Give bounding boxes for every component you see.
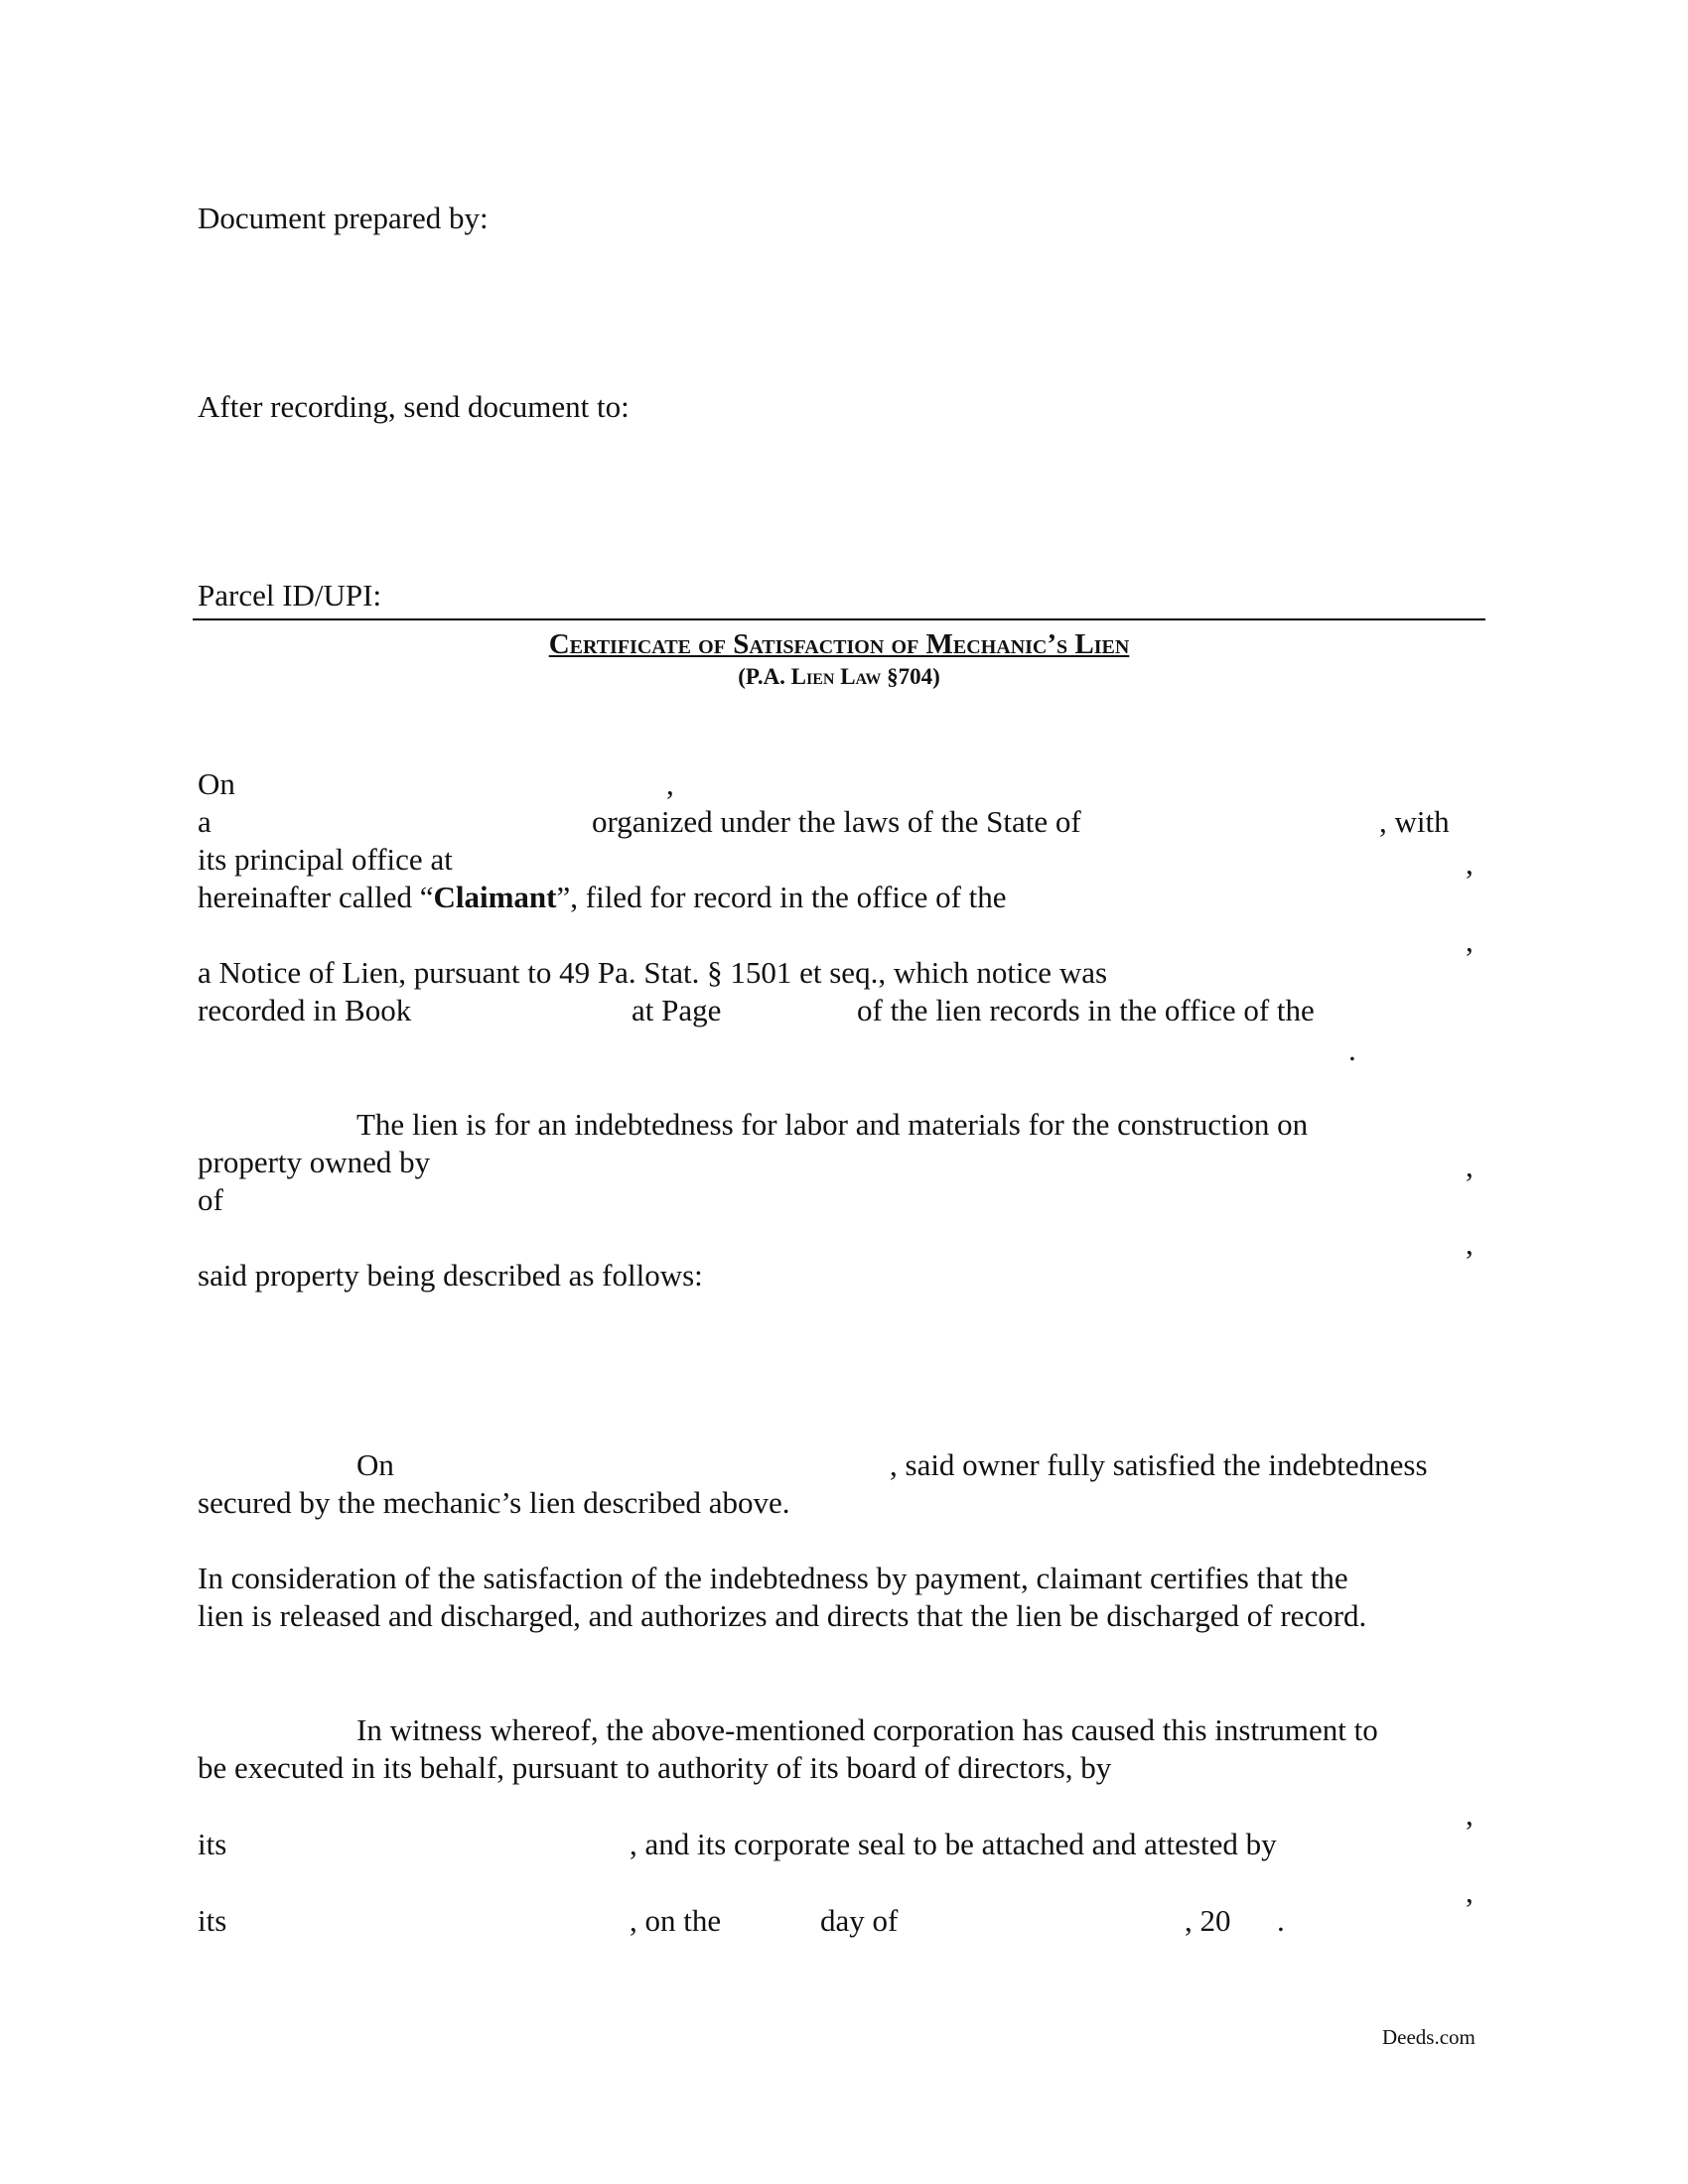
day-of-text: day of (820, 1903, 899, 1938)
period: . (1277, 1903, 1285, 1938)
comma: , (1466, 846, 1474, 881)
principal-office-text: its principal office at (198, 842, 453, 877)
comma: , (666, 766, 674, 801)
comma: , (1466, 1226, 1474, 1261)
footer-brand: Deeds.com (1382, 2025, 1476, 2049)
secured-text: secured by the mechanic’s lien described above. (198, 1485, 790, 1520)
notice-text: a Notice of Lien, pursuant to 49 Pa. Stat. § 1501 et seq., which notice was (198, 955, 1108, 990)
its-label: its (198, 1903, 227, 1938)
witness-text: In witness whereof, the above-mentioned corporation has caused this instrument to (356, 1712, 1378, 1747)
claimant-term: Claimant (433, 880, 557, 914)
comma: , (1466, 1149, 1474, 1183)
document-title: Certificate of Satisfaction of Mechanic’s Lien (548, 628, 1130, 660)
after-recording-label: After recording, send document to: (198, 389, 630, 424)
satisfaction-on-label: On (356, 1447, 394, 1482)
satisfied-text: , said owner fully satisfied the indebtedness (890, 1447, 1428, 1482)
lien-indebtedness-text: The lien is for an indebtedness for labor and materials for the construction on (356, 1107, 1309, 1142)
released-text: lien is released and discharged, and authorizes and directs that the lien be discharged of record. (198, 1598, 1367, 1633)
owned-by-label: property owned by (198, 1145, 431, 1179)
of-label: of (198, 1182, 223, 1217)
consideration-text: In consideration of the satisfaction of the indebtedness by payment, claimant certifies that the (198, 1561, 1348, 1595)
with-text: , with (1379, 804, 1450, 839)
on-label: On (198, 766, 235, 801)
hereinafter-text: hereinafter called “Claimant”, filed for record in the office of the (198, 880, 1007, 914)
year-text: , 20 (1185, 1903, 1231, 1938)
recorded-in-book-label: recorded in Book (198, 993, 412, 1027)
lien-records-text: of the lien records in the office of the (857, 993, 1315, 1027)
at-page-label: at Page (632, 993, 722, 1027)
seal-text: , and its corporate seal to be attached and attested by (630, 1827, 1277, 1861)
executed-text: be executed in its behalf, pursuant to authority of its board of directors, by (198, 1750, 1112, 1785)
comma: , (1466, 923, 1474, 958)
prepared-by-label: Document prepared by: (198, 201, 489, 235)
on-the-text: , on the (630, 1903, 722, 1938)
comma: , (1466, 1874, 1474, 1909)
header-divider (193, 618, 1485, 620)
organized-text: organized under the laws of the State of (592, 804, 1081, 839)
described-text: said property being described as follows: (198, 1258, 703, 1293)
its-label: its (198, 1827, 227, 1861)
parcel-id-label: Parcel ID/UPI: (198, 578, 382, 613)
a-label: a (198, 804, 211, 839)
period: . (1348, 1032, 1356, 1067)
comma: , (1466, 1797, 1474, 1832)
document-subtitle: (P.A. Lien Law §704) (738, 664, 940, 689)
